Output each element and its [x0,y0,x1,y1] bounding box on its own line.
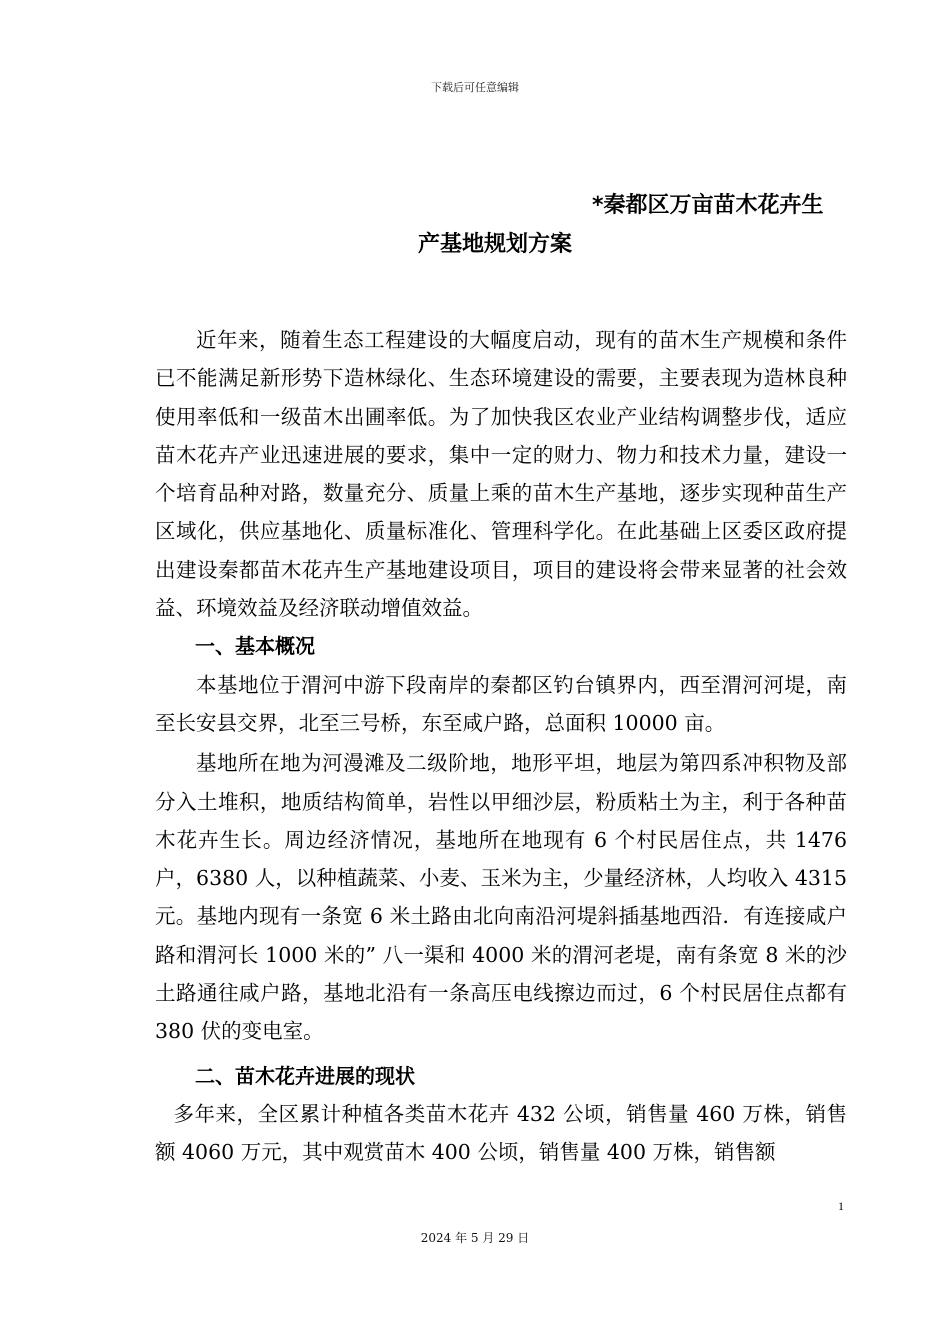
basic-overview-paragraph-1: 本基地位于渭河中游下段南岸的秦都区钓台镇界内，西至渭河河堤，南至长安县交界，北至三号桥，东至咸户路，总面积 10000 亩。 [155,672,847,735]
document-title-line-2: 产基地规划方案 [418,232,573,257]
page-number: 1 [838,1199,844,1213]
current-status-paragraph: 多年来，全区累计种植各类苗木花卉 432 公顷，销售量 460 万株，销售额 4060 万元，其中观赏苗木 400 公顷，销售量 400 万株，销售额 [155,1101,847,1165]
intro-paragraph: 近年来，随着生态工程建设的大幅度启动，现有的苗木生产规模和条件已不能满足新形势下造林绿化、生态环境建设的需要，主要表现为造林良种使用率低和一级苗木出圃率低。为了加快我区农业产业结构调整步伐，适应苗木花卉产业迅速进展的要求，集中一定的财力、物力和技术力量，建设一个培育品种对路，数量充分、质量上乘的苗木生产基地，逐步实现种苗生产区域化，供应基地化、质量标准化、管理科学化。在此基础上区委区政府提出建设秦都苗木花卉生产基地建设项目，项目的建设将会带来显著的社会效益、环境效益及经济联动增值效益。 [155,328,847,621]
document-body [155,321,847,1172]
page-header: 下载后可任意编辑 [431,81,519,94]
document-title-line-1: *秦都区万亩苗木花卉生 [592,193,824,218]
basic-overview-paragraph-2: 基地所在地为河漫滩及二级阶地，地形平坦，地层为第四系冲积物及部分入土堆积，地质结构简单，岩性以甲细沙层，粉质粘土为主，利于各种苗木花卉生长。周边经济情况，基地所在地现有 6 个村民居住点，共 1476 户，6380 人，以种植蔬菜、小麦、玉米为主，少量经济林，人均收入 4315 元。基地内现有一条宽 6 米土路由北向南沿河堤斜插基地西沿．有连接咸户路和渭河长 1000 米的” 八一渠和 4000 米的渭河老堤，南有条宽 8 米的沙土路通往咸户路，基地北沿有一条高压电线擦边而过，6 个村民居住点都有 380 伏的变电室。 [155,751,847,1044]
section-heading-basic-overview: 一、基本概况 [195,634,315,659]
page-footer-date: 2024 年 5 月 29 日 [420,1231,530,1245]
section-heading-current-status: 二、苗木花卉进展的现状 [195,1063,415,1088]
